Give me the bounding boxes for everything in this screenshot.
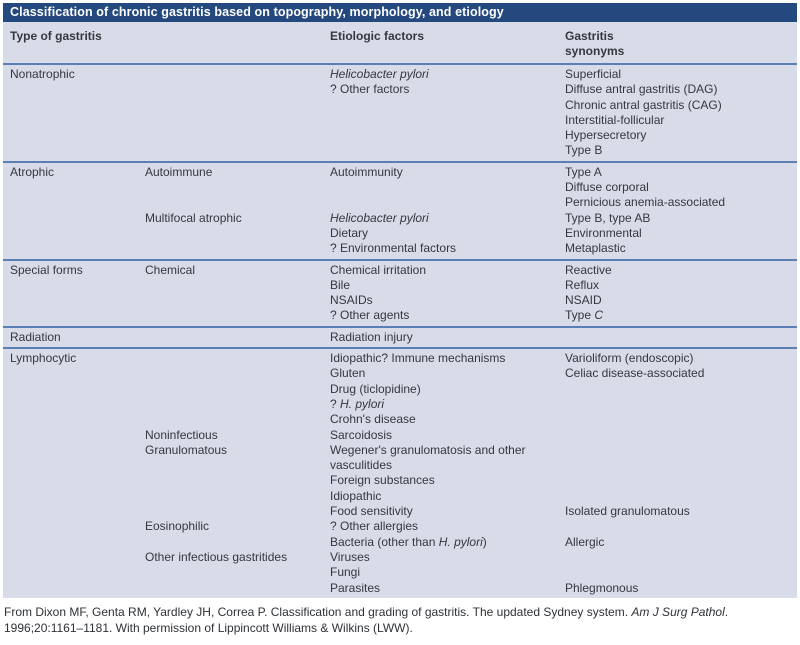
etiology-cell: ? Environmental factors — [330, 241, 457, 256]
etiology-cell: Foreign substances — [330, 473, 435, 488]
synonym-cell — [565, 565, 793, 580]
synonym-cell: Allergic — [565, 534, 605, 549]
etiology-cell: Gluten — [330, 366, 366, 381]
etiology-cell: Autoimmunity — [330, 164, 403, 179]
subtype-cell: Eosinophilic — [145, 519, 210, 534]
etiology-cell: Crohn's disease — [330, 412, 416, 427]
table-line — [3, 113, 797, 128]
etiology-cell: ? Other agents — [330, 308, 410, 323]
synonym-cell: Isolated granulomatous — [565, 504, 690, 519]
etiology-cell: Viruses — [330, 549, 370, 564]
row-group-radiation — [3, 326, 797, 347]
subtype-cell — [145, 330, 330, 345]
table-line — [3, 278, 797, 293]
etiology-cell: Idiopathic? Immune mechanisms — [330, 351, 506, 366]
type-cell — [10, 241, 145, 256]
citation-line-2: 1996;20:1161–1181. With permission of Lippincott Williams & Wilkins (LWW). — [4, 620, 413, 635]
subtype-cell — [145, 308, 330, 323]
subtype-cell — [145, 351, 330, 366]
table-line — [3, 412, 797, 427]
type-cell — [10, 195, 145, 210]
row-group-special-forms — [3, 259, 797, 326]
synonym-cell: Chronic antral gastritis (CAG) — [565, 97, 722, 112]
synonym-cell — [565, 473, 793, 488]
table-line — [3, 473, 797, 488]
subtype-cell: Chemical — [145, 262, 196, 277]
type-cell — [10, 366, 145, 381]
subtype-cell — [145, 113, 330, 128]
type-cell: Radiation — [10, 329, 61, 344]
etiology-cell: Dietary — [330, 225, 369, 240]
subtype-cell — [145, 128, 330, 143]
synonym-cell: Pernicious anemia-associated — [565, 195, 726, 210]
synonyms-header-line2: synonyms — [565, 43, 625, 58]
citation-line-1: From Dixon MF, Genta RM, Yardley JH, Correa P. Classification and grading of gastritis. The updated Sydney system. Am J Surg Pathol. — [4, 604, 729, 619]
etiology-cell: Radiation injury — [330, 329, 413, 344]
row-group-lymphocytic — [3, 347, 797, 598]
table-line — [3, 330, 797, 345]
subtype-cell — [145, 473, 330, 488]
synonym-cell: Varioliform (endoscopic) — [565, 351, 694, 366]
synonym-cell: Hypersecretory — [565, 128, 647, 143]
synonyms-header-line1: Gastritis — [565, 29, 614, 43]
table-line — [3, 351, 797, 366]
column-header-etiologic-factors: Etiologic factors — [330, 29, 425, 43]
etiology-cell: Drug (ticlopidine) — [330, 381, 421, 396]
table-line — [3, 519, 797, 534]
table-line — [3, 308, 797, 323]
type-cell: Lymphocytic — [10, 351, 77, 366]
type-cell — [10, 293, 145, 308]
subtype-cell — [145, 366, 330, 381]
subtype-cell: Multifocal atrophic — [145, 210, 242, 225]
synonym-cell — [565, 397, 793, 412]
table-line — [3, 397, 797, 412]
subtype-cell: Other infectious gastritides — [145, 549, 288, 564]
table-line — [3, 195, 797, 210]
etiology-cell — [330, 195, 565, 210]
subtype-cell — [145, 535, 330, 550]
subtype-cell — [145, 143, 330, 158]
table-line — [3, 458, 797, 473]
subtype-cell — [145, 67, 330, 82]
synonym-cell: Phlegmonous — [565, 580, 639, 595]
table-line — [3, 226, 797, 241]
table-title: Classification of chronic gastritis based on topography, morphology, and etiology — [10, 5, 504, 19]
type-cell: Nonatrophic — [10, 67, 75, 81]
table-line — [3, 581, 797, 596]
etiology-cell: ? Other factors — [330, 82, 410, 97]
column-header-spacer — [145, 29, 330, 58]
table-line — [3, 443, 797, 458]
synonym-cell: Celiac disease-associated — [565, 366, 705, 381]
subtype-cell — [145, 226, 330, 241]
table-line — [3, 165, 797, 180]
table-row-groups — [3, 63, 797, 598]
type-cell — [10, 128, 145, 143]
footer-citation — [3, 598, 797, 636]
subtype-cell — [145, 458, 330, 473]
table-body — [3, 22, 797, 598]
etiology-cell: Bile — [330, 277, 351, 292]
synonym-cell — [565, 330, 793, 345]
etiology-cell: ? Other allergies — [330, 519, 419, 534]
subtype-cell: Noninfectious — [145, 427, 218, 442]
subtype-cell — [145, 397, 330, 412]
table-line — [3, 293, 797, 308]
type-cell — [10, 535, 145, 550]
synonym-cell — [565, 428, 793, 443]
synonym-cell: NSAID — [565, 293, 602, 308]
table-line — [3, 263, 797, 278]
table-line — [3, 535, 797, 550]
type-cell — [10, 98, 145, 113]
type-cell — [10, 397, 145, 412]
table-line — [3, 366, 797, 381]
table-line — [3, 82, 797, 97]
etiology-cell: Sarcoidosis — [330, 427, 393, 442]
etiology-cell: ? H. pylori — [330, 396, 385, 411]
synonym-cell: Diffuse corporal — [565, 180, 649, 195]
table-line — [3, 143, 797, 158]
table-line — [3, 128, 797, 143]
etiology-cell — [330, 180, 565, 195]
synonym-cell — [565, 489, 793, 504]
etiology-cell: Idiopathic — [330, 488, 382, 503]
etiology-cell: Fungi — [330, 565, 361, 580]
table-title-bar — [3, 3, 797, 22]
subtype-cell — [145, 82, 330, 97]
type-cell — [10, 308, 145, 323]
synonym-cell: Environmental — [565, 225, 642, 240]
subtype-cell — [145, 195, 330, 210]
subtype-cell — [145, 98, 330, 113]
etiology-cell: Food sensitivity — [330, 504, 413, 519]
type-cell — [10, 428, 145, 443]
etiology-cell: vasculitides — [330, 458, 393, 473]
subtype-cell — [145, 278, 330, 293]
synonym-cell — [565, 550, 793, 565]
table-line — [3, 67, 797, 82]
column-header-gastritis-synonyms — [565, 29, 793, 58]
table-line — [3, 211, 797, 226]
type-cell — [10, 458, 145, 473]
synonym-cell: Type A — [565, 164, 602, 179]
synonym-cell: Diffuse antral gastritis (DAG) — [565, 82, 718, 97]
subtype-cell — [145, 504, 330, 519]
synonym-cell: Reflux — [565, 277, 600, 292]
type-cell — [10, 581, 145, 596]
column-header-type-of-gastritis: Type of gastritis — [10, 29, 102, 43]
type-cell — [10, 473, 145, 488]
synonym-cell — [565, 519, 793, 534]
subtype-cell — [145, 581, 330, 596]
subtype-cell — [145, 293, 330, 308]
table-line — [3, 565, 797, 580]
type-cell — [10, 504, 145, 519]
type-cell — [10, 519, 145, 534]
type-cell — [10, 489, 145, 504]
table-line — [3, 428, 797, 443]
synonym-cell — [565, 443, 793, 458]
subtype-cell: Autoimmune — [145, 164, 213, 179]
type-cell — [10, 211, 145, 226]
etiology-cell: Bacteria (other than H. pylori) — [330, 534, 487, 549]
subtype-cell: Granulomatous — [145, 442, 228, 457]
etiology-cell: NSAIDs — [330, 293, 373, 308]
synonym-cell: Type C — [565, 308, 604, 323]
etiology-cell: Wegener's granulomatosis and other — [330, 442, 526, 457]
synonym-cell: Superficial — [565, 67, 622, 81]
type-cell — [10, 382, 145, 397]
subtype-cell — [145, 241, 330, 256]
subtype-cell — [145, 489, 330, 504]
synonym-cell: Reactive — [565, 262, 612, 277]
etiology-cell: Helicobacter pylori — [330, 210, 429, 225]
type-cell — [10, 278, 145, 293]
synonym-cell: Metaplastic — [565, 241, 626, 256]
table-line — [3, 180, 797, 195]
type-cell — [10, 443, 145, 458]
synonym-cell: Type B, type AB — [565, 210, 651, 225]
row-group-nonatrophic — [3, 63, 797, 161]
table-line — [3, 241, 797, 256]
etiology-cell — [330, 113, 565, 128]
type-cell — [10, 550, 145, 565]
table-line — [3, 550, 797, 565]
subtype-cell — [145, 382, 330, 397]
subtype-cell — [145, 412, 330, 427]
type-cell: Special forms — [10, 262, 83, 277]
table-line — [3, 98, 797, 113]
type-cell — [10, 113, 145, 128]
synonym-cell: Interstitial-follicular — [565, 112, 665, 127]
subtype-cell — [145, 180, 330, 195]
table-line — [3, 489, 797, 504]
etiology-cell — [330, 143, 565, 158]
synonym-cell: Type B — [565, 143, 603, 158]
column-headers — [3, 22, 797, 63]
subtype-cell — [145, 565, 330, 580]
type-cell — [10, 226, 145, 241]
type-cell — [10, 143, 145, 158]
etiology-cell: Chemical irritation — [330, 262, 427, 277]
type-cell — [10, 82, 145, 97]
type-cell — [10, 412, 145, 427]
etiology-cell — [330, 128, 565, 143]
synonym-cell — [565, 458, 793, 473]
table-line — [3, 382, 797, 397]
type-cell: Atrophic — [10, 164, 55, 179]
type-cell — [10, 180, 145, 195]
table-line — [3, 504, 797, 519]
etiology-cell: Parasites — [330, 580, 381, 595]
type-cell — [10, 565, 145, 580]
synonym-cell — [565, 382, 793, 397]
etiology-cell — [330, 98, 565, 113]
row-group-atrophic — [3, 161, 797, 259]
etiology-cell: Helicobacter pylori — [330, 67, 429, 81]
synonym-cell — [565, 412, 793, 427]
